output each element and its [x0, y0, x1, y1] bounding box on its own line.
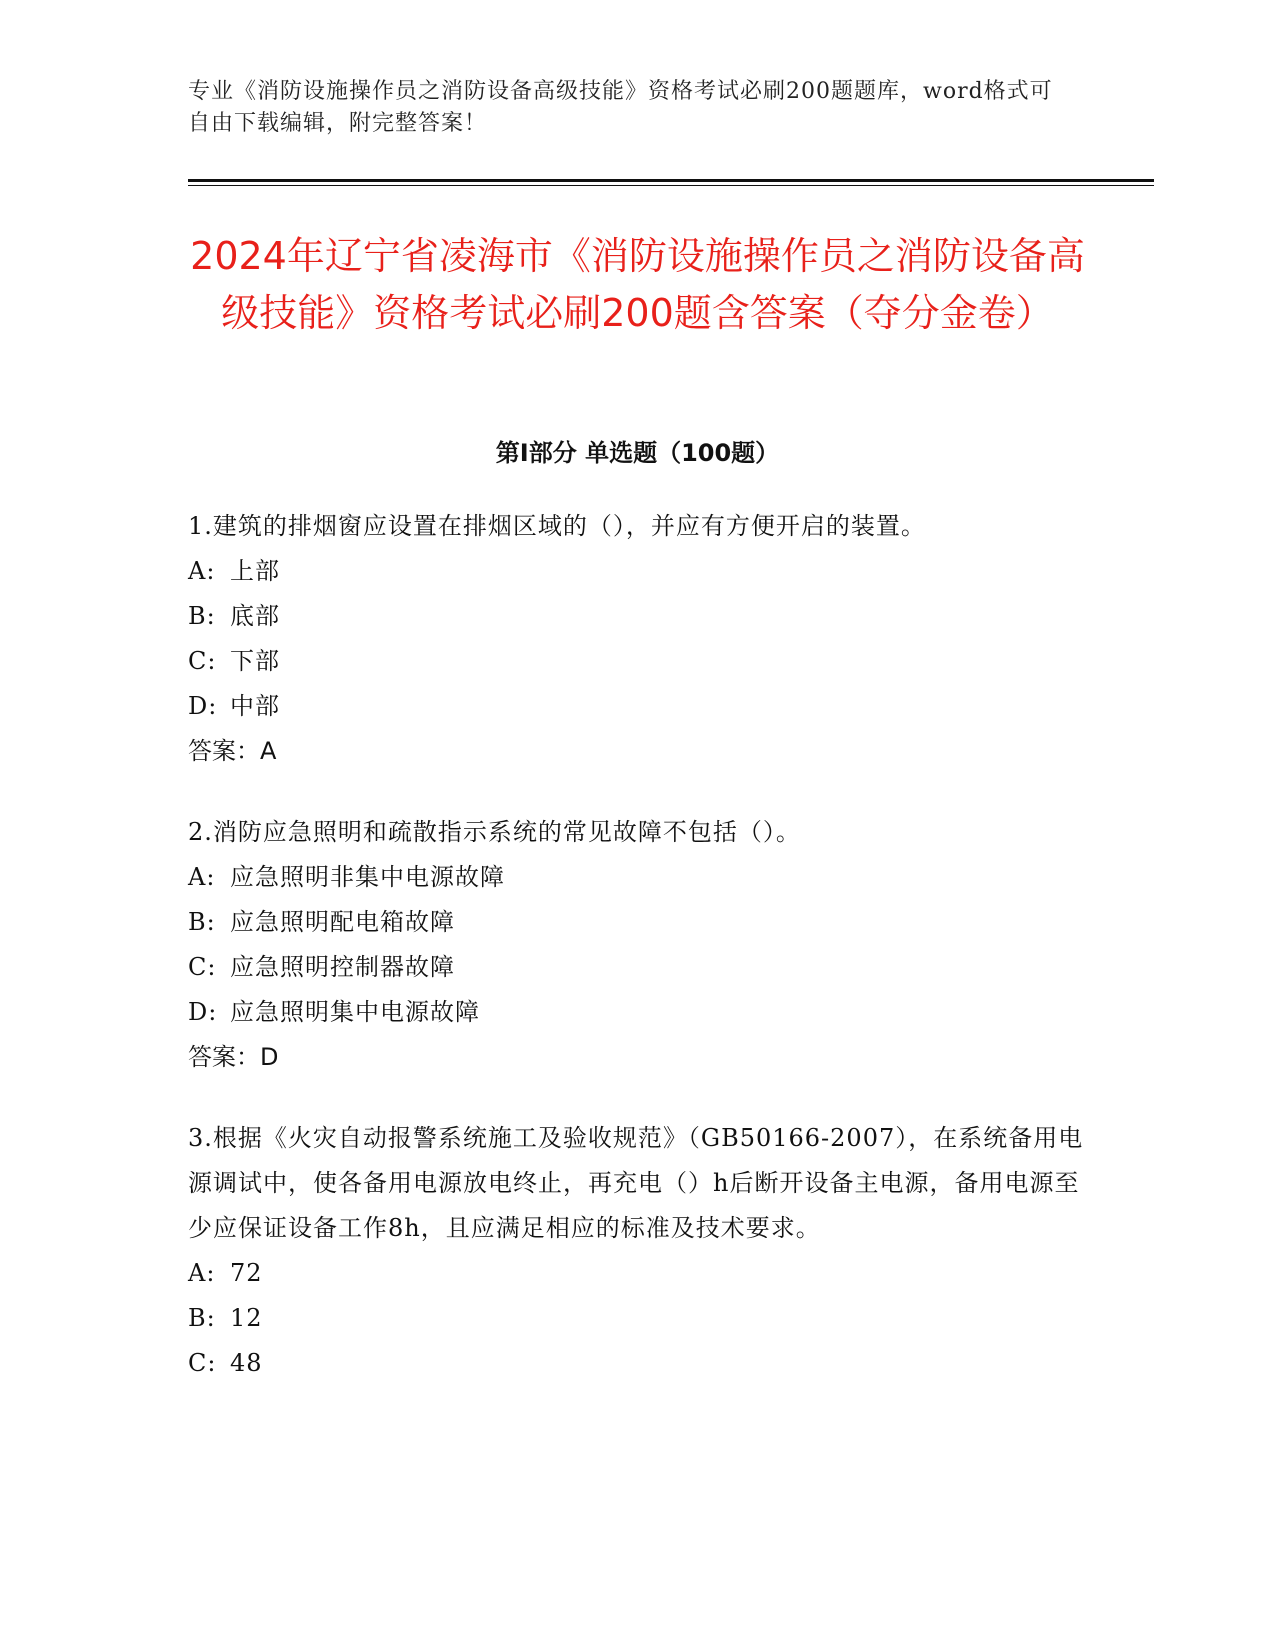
option-letter: D: — [188, 998, 218, 1026]
option-text: 12 — [230, 1304, 263, 1332]
option-text: 下部 — [230, 647, 280, 675]
option-text: 应急照明配电箱故障 — [230, 908, 455, 936]
option-text: 应急照明控制器故障 — [230, 953, 455, 981]
header-rule-thick — [188, 179, 1154, 182]
option-letter: A: — [188, 1259, 216, 1287]
option-text: 48 — [230, 1349, 263, 1377]
option-letter: C: — [188, 647, 217, 675]
section-title: 第Ⅰ部分 单选题（100题） — [495, 439, 780, 467]
option-d — [188, 684, 1088, 729]
option-a — [188, 1251, 1088, 1296]
option-letter: A: — [188, 557, 216, 585]
option-a — [188, 549, 1088, 594]
option-a — [188, 855, 1088, 900]
option-text: 上部 — [230, 557, 280, 585]
question-stem: 1.建筑的排烟窗应设置在排烟区域的（），并应有方便开启的装置。 — [188, 512, 926, 540]
option-text: 中部 — [230, 692, 280, 720]
answer-line: 答案：A — [188, 737, 277, 765]
header-note: 专业《消防设施操作员之消防设备高级技能》资格考试必刷200题题库，word格式可自由下载编辑，附完整答案！ — [188, 79, 1053, 136]
option-letter: C: — [188, 953, 217, 981]
option-text: 72 — [230, 1259, 263, 1287]
option-letter: D: — [188, 692, 218, 720]
question-stem: 2.消防应急照明和疏散指示系统的常见故障不包括（）。 — [188, 818, 801, 846]
option-b — [188, 594, 1088, 639]
option-d — [188, 990, 1088, 1035]
option-text: 应急照明非集中电源故障 — [230, 863, 505, 891]
option-c — [188, 945, 1088, 990]
option-text: 底部 — [230, 602, 280, 630]
question-2 — [188, 810, 1088, 1080]
option-c — [188, 639, 1088, 684]
option-letter: B: — [188, 602, 216, 630]
option-letter: C: — [188, 1349, 217, 1377]
answer-line: 答案：D — [188, 1043, 279, 1071]
option-text: 应急照明集中电源故障 — [230, 998, 480, 1026]
document-title: 2024年辽宁省凌海市《消防设施操作员之消防设备高级技能》资格考试必刷200题含答案（夺分金卷） — [190, 234, 1085, 335]
option-c — [188, 1341, 1088, 1386]
question-stem: 3.根据《火灾自动报警系统施工及验收规范》（GB50166-2007），在系统备用电源调试中，使各备用电源放电终止，再充电（）h后断开设备主电源，备用电源至少应保证设备工作8h，且应满足相应的标准及技术要求。 — [188, 1124, 1084, 1242]
header-rule-thin — [188, 185, 1154, 186]
question-3 — [188, 1116, 1088, 1386]
option-letter: B: — [188, 908, 216, 936]
option-letter: B: — [188, 1304, 216, 1332]
option-b — [188, 1296, 1088, 1341]
option-letter: A: — [188, 863, 216, 891]
option-b — [188, 900, 1088, 945]
question-1 — [188, 504, 1088, 774]
